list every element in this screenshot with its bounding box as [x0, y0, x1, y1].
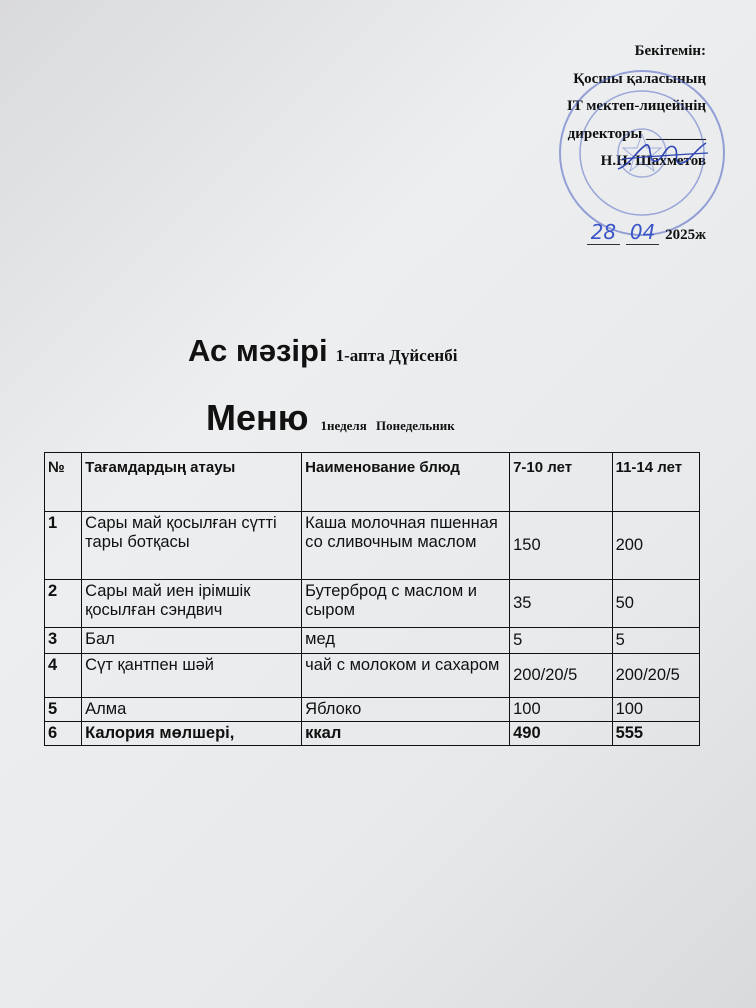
table-row: [45, 654, 700, 698]
table-row: [45, 628, 700, 654]
date-day: 28: [587, 220, 620, 245]
table-body: [45, 512, 700, 746]
cell-portion-7-10: 100: [510, 698, 612, 722]
cell-dish-russian: чай с молоком и сахаром: [302, 654, 510, 698]
cell-dish-kazakh: Алма: [82, 698, 302, 722]
cell-portion-7-10: 200/20/5: [510, 654, 612, 698]
header-age-11-14: 11-14 лет: [612, 453, 699, 512]
table-header-row: [45, 453, 700, 512]
signature: [612, 135, 712, 180]
cell-dish-russian: мед: [302, 628, 510, 654]
title-russian-sub: 1неделя Понедельник: [320, 418, 455, 433]
approval-line-3: директоры ________: [567, 125, 706, 142]
cell-portion-7-10: 490: [510, 722, 612, 746]
title-russian-main: Меню: [206, 397, 309, 438]
table-row: [45, 698, 700, 722]
cell-dish-kazakh: Бал: [82, 628, 302, 654]
approval-signatory: Н.Н. Шахметов: [600, 153, 706, 169]
cell-portion-7-10: 5: [510, 628, 612, 654]
cell-dish-russian: Бутерброд с маслом и сыром: [302, 580, 510, 628]
cell-number: 2: [45, 580, 82, 628]
cell-dish-kazakh: Сүт қантпен шәй: [82, 654, 302, 698]
cell-portion-7-10: 150: [510, 512, 612, 580]
cell-portion-11-14: 555: [612, 722, 699, 746]
approval-date: [587, 220, 706, 245]
cell-number: 3: [45, 628, 82, 654]
cell-dish-kazakh: Калория мөлшері,: [82, 722, 302, 746]
cell-portion-11-14: 200: [612, 512, 699, 580]
table-row: [45, 722, 700, 746]
cell-portion-7-10: 35: [510, 580, 612, 628]
title-kazakh-main: Ас мәзірі: [188, 333, 328, 368]
date-month: 04: [626, 220, 659, 245]
cell-dish-russian: Яблоко: [302, 698, 510, 722]
header-dish-russian: Наименование блюд: [302, 453, 510, 512]
cell-number: 1: [45, 512, 82, 580]
title-russian: [206, 397, 455, 439]
approval-heading: Бекітемін:: [634, 43, 706, 59]
cell-portion-11-14: 100: [612, 698, 699, 722]
cell-number: 4: [45, 654, 82, 698]
approval-line-1: Қосшы қаласының: [573, 70, 706, 87]
menu-table: [44, 452, 700, 746]
header-age-7-10: 7-10 лет: [510, 453, 612, 512]
title-kazakh: [188, 333, 457, 369]
table-row: [45, 580, 700, 628]
cell-portion-11-14: 5: [612, 628, 699, 654]
cell-dish-kazakh: Сары май қосылған сүтті тары ботқасы: [82, 512, 302, 580]
header-number: №: [45, 453, 82, 512]
cell-number: 5: [45, 698, 82, 722]
cell-portion-11-14: 50: [612, 580, 699, 628]
cell-dish-russian: Каша молочная пшенная со сливочным маслом: [302, 512, 510, 580]
title-kazakh-sub: 1-апта Дүйсенбі: [335, 346, 458, 365]
cell-dish-russian: ккал: [302, 722, 510, 746]
cell-number: 6: [45, 722, 82, 746]
date-year: 2025ж: [665, 227, 706, 243]
approval-line-2: IT мектеп-лицейінің: [566, 98, 706, 114]
cell-dish-kazakh: Сары май иен ірімшік қосылған сэндвич: [82, 580, 302, 628]
table-row: [45, 512, 700, 580]
cell-portion-11-14: 200/20/5: [612, 654, 699, 698]
header-dish-kazakh: Тағамдардың атауы: [82, 453, 302, 512]
